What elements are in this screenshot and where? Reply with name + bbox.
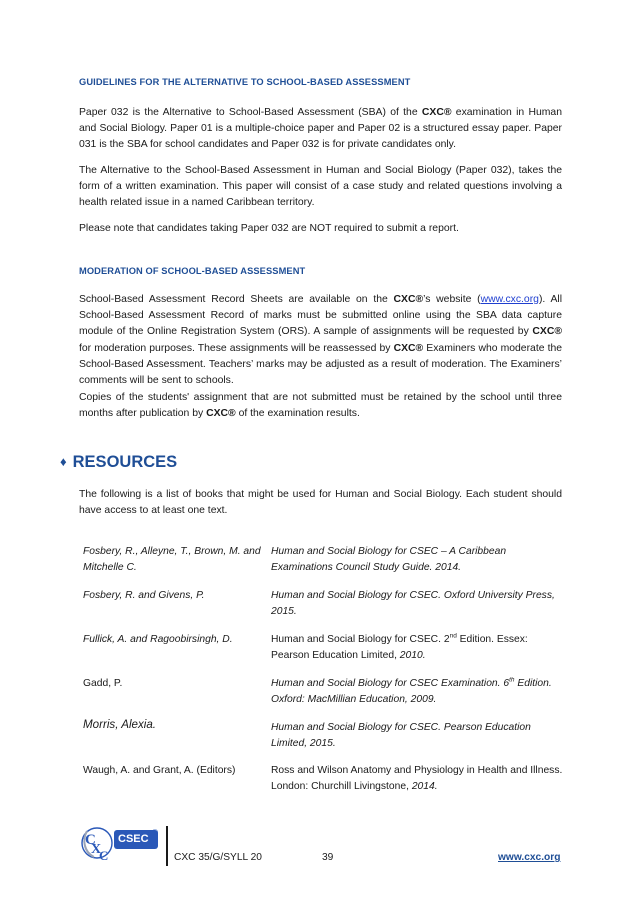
syllabus-code: CXC 35/G/SYLL 20 — [174, 852, 262, 863]
cxc-mark: CXC® — [206, 408, 236, 420]
footer-divider — [166, 826, 168, 866]
guidelines-heading: GUIDELINES FOR THE ALTERNATIVE TO SCHOOL-BASED ASSESSMENT — [79, 77, 411, 87]
text: Human and Social Biology for CSEC Examination. 6 — [271, 678, 510, 689]
moderation-paragraph-1 — [79, 292, 562, 389]
reference-title: Human and Social Biology for CSEC. Pearson Education Limited, 2015. — [271, 722, 531, 749]
page-number: 39 — [322, 852, 334, 863]
moderation-paragraph-2 — [79, 390, 562, 422]
reference-title — [271, 763, 563, 795]
text: of the examination results. — [235, 408, 360, 420]
text: Edition. Oxford: MacMillian Education, 2009. — [271, 678, 552, 705]
resources-intro: The following is a list of books that might be used for Human and Social Biology. Each student should have access to at least one text. — [79, 489, 562, 517]
reference-title: Human and Social Biology for CSEC. Oxford University Press, 2015. — [271, 590, 555, 617]
reference-author: Fullick, A. and Ragoobirsingh, D. — [83, 634, 233, 645]
cxc-mark: CXC® — [421, 107, 452, 118]
reference-title — [271, 676, 563, 708]
superscript: th — [509, 676, 515, 684]
reference-author: Fosbery, R. and Givens, P. — [83, 590, 205, 601]
text: Examiners who moderate the School-Based Assessment. Teachers’ marks may be adjusted as a result of moderation. The Examiners’ comments will be sent to schools. — [79, 342, 563, 387]
reference-author: Gadd, P. — [83, 678, 123, 689]
superscript: nd — [449, 632, 457, 640]
cxc-mark: CXC® — [532, 326, 562, 338]
guidelines-paragraph-3: Please note that candidates taking Paper 032 are NOT required to submit a report. — [79, 223, 459, 234]
guidelines-paragraph-2: The Alternative to the School-Based Assessment in Human and Social Biology (Paper 032), takes the form of a written examination. This paper will consist of a case study and related questions involving a health related issue in a named Caribbean territory. — [79, 165, 562, 209]
text: ). All School-Based Assessment Record of marks must be submitted online using the SBA data capture module of the Online Registration System (ORS). A sample of assignments will be requested by — [79, 294, 563, 338]
svg-text:C: C — [99, 848, 109, 862]
resources-heading-text: RESOURCES — [72, 453, 178, 471]
text: 2010. — [399, 650, 426, 661]
svg-text:X: X — [91, 842, 102, 857]
cxc-website-link[interactable]: www.cxc.org — [480, 294, 539, 305]
text: ’s website ( — [423, 294, 481, 305]
text: Edition. Essex: Pearson Education Limited, — [271, 634, 528, 661]
text: Ross and Wilson Anatomy and Physiology in Health and Illness. London: Churchill Livingstone, — [271, 765, 563, 792]
cxc-mark: CXC® — [393, 342, 424, 354]
diamond-bullet-icon: ♦ — [60, 454, 67, 469]
text: Copies of the students' assignment that are not submitted must be retained by the school until three months after publication by — [79, 392, 562, 420]
text: School-Based Assessment Record Sheets are available on the — [79, 294, 394, 305]
text: examination in Human and Social Biology. Paper 01 is a multiple-choice paper and Paper 02 is a structured essay paper. Paper 031 is the SBA for school candidates and Paper 032 is for private candidates only. — [79, 107, 562, 151]
reference-title — [271, 632, 563, 664]
text: for moderation purposes. These assignments will be reassessed by — [79, 342, 394, 354]
cxc-csec-logo — [80, 822, 164, 862]
moderation-heading: MODERATION OF SCHOOL-BASED ASSESSMENT — [79, 266, 306, 276]
text: 2014. — [411, 781, 438, 792]
reference-author: Fosbery, R., Alleyne, T., Brown, M. and Mitchelle C. — [83, 546, 261, 573]
text: Human and Social Biology for CSEC. 2 — [271, 634, 450, 645]
text: Paper 032 is the Alternative to School-Based Assessment (SBA) of the — [79, 107, 422, 118]
logo-registered-mark: ® — [152, 828, 158, 837]
cxc-mark: CXC® — [393, 294, 424, 305]
reference-author: Waugh, A. and Grant, A. (Editors) — [83, 765, 236, 776]
guidelines-paragraph-1 — [79, 105, 562, 154]
footer-website-link[interactable]: www.cxc.org — [498, 852, 561, 863]
svg-text:C: C — [85, 832, 96, 848]
reference-title: Human and Social Biology for CSEC – A Caribbean Examinations Council Study Guide. 2014. — [271, 546, 507, 573]
resources-heading — [60, 453, 177, 472]
logo-text: CSEC — [118, 833, 149, 845]
reference-author: Morris, Alexia. — [83, 718, 157, 731]
